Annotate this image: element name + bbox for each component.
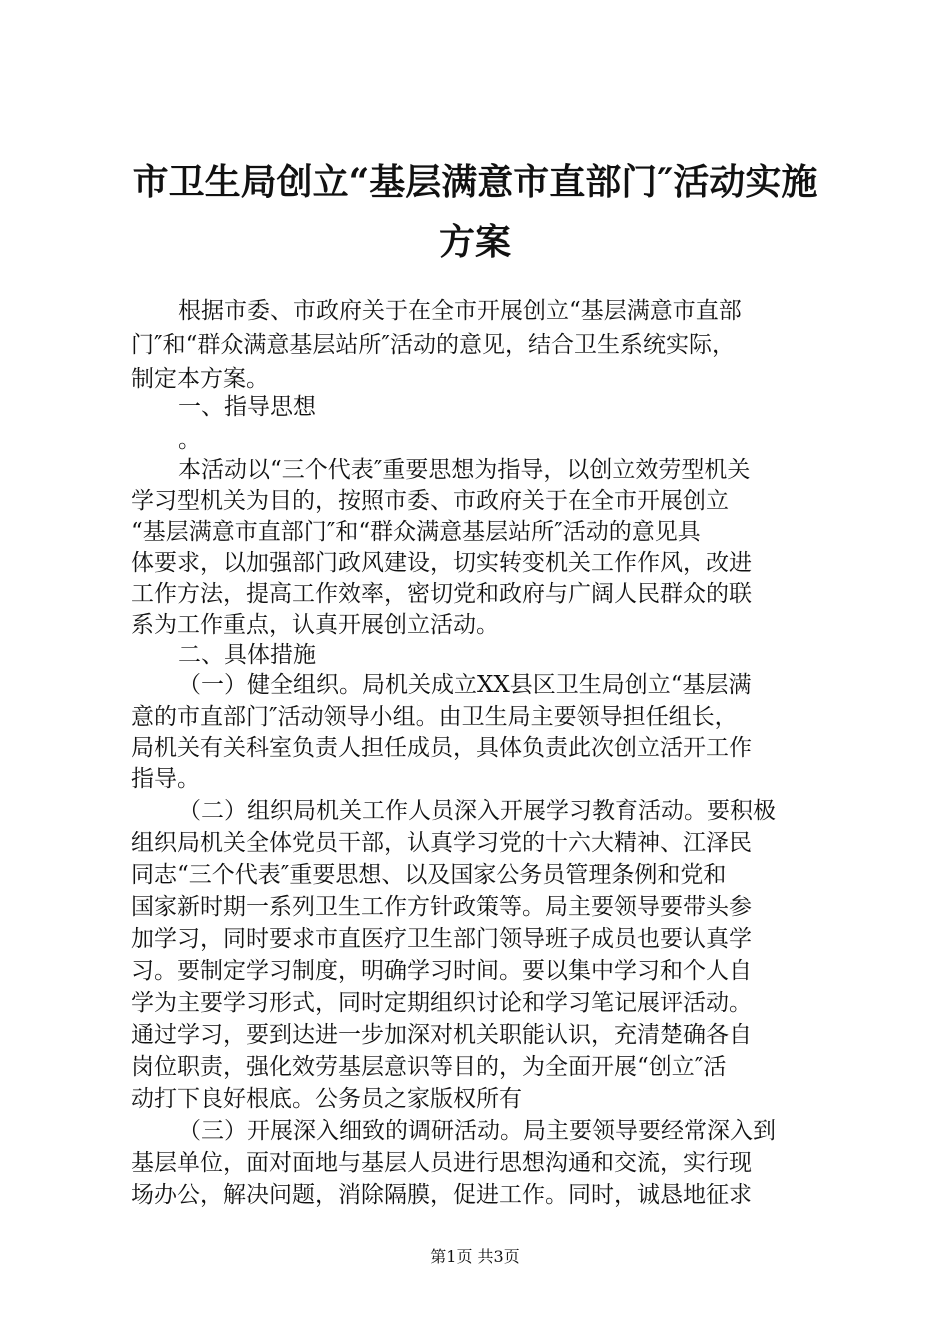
body-line: 通过学习，要到达进一步加深对机关职能认识，充清楚确各自 — [131, 1022, 752, 1048]
body-line: 加学习，同时要求市直医疗卫生部门领导班子成员也要认真学 — [131, 926, 752, 952]
body-line: “基层满意市直部门″和“群众满意基层站所″活动的意见具 — [131, 519, 701, 545]
body-line: 学习型机关为目的，按照市委、市政府关于在全市开展创立 — [131, 488, 729, 514]
body-line: （一）健全组织。局机关成立XX县区卫生局创立“基层满 — [178, 672, 752, 698]
document-title-line-1: 市卫生局创立“基层满意市直部门″活动实施 — [132, 161, 818, 203]
body-line: （二）组织局机关工作人员深入开展学习教育活动。要积极 — [178, 798, 776, 824]
body-line: 同志“三个代表″重要思想、以及国家公务员管理条例和党和 — [131, 862, 727, 888]
body-line: 本活动以“三个代表″重要思想为指导，以创立效劳型机关 — [178, 457, 751, 483]
body-line: 门″和“群众满意基层站所″活动的意见，结合卫生系统实际， — [131, 332, 735, 358]
body-line: 动打下良好根底。公务员之家版权所有 — [131, 1086, 522, 1112]
section-heading: 二、具体措施 — [178, 642, 316, 668]
body-line: 制定本方案。 — [131, 366, 269, 392]
body-line: 指导。 — [131, 766, 200, 792]
body-line: 场办公，解决问题，消除隔膜，促进工作。同时，诚恳地征求 — [131, 1182, 752, 1208]
body-line: 基层单位，面对面地与基层人员进行思想沟通和交流，实行现 — [131, 1150, 752, 1176]
body-line: 国家新时期一系列卫生工作方针政策等。局主要领导要带头参 — [131, 894, 752, 920]
body-line: 工作方法，提高工作效率，密切党和政府与广阔人民群众的联 — [131, 581, 752, 607]
body-line: 根据市委、市政府关于在全市开展创立“基层满意市直部 — [178, 298, 742, 324]
page-footer: 第1页 共3页 — [430, 1247, 520, 1266]
body-line: 组织局机关全体党员干部，认真学习党的十六大精神、江泽民 — [131, 830, 752, 856]
body-line: （三）开展深入细致的调研活动。局主要领导要经常深入到 — [178, 1118, 776, 1144]
body-line: 岗位职责，强化效劳基层意识等目的，为全面开展“创立″活 — [131, 1054, 727, 1080]
body-line: 系为工作重点，认真开展创立活动。 — [131, 612, 499, 638]
section-heading: 一、指导思想 — [178, 394, 316, 420]
body-line: 学为主要学习形式，同时定期组织讨论和学习笔记展评活动。 — [131, 990, 752, 1016]
body-line: 局机关有关科室负责人担任成员，具体负责此次创立活开工作 — [131, 735, 752, 761]
body-line: 。 — [178, 427, 201, 453]
body-line: 意的市直部门″活动领导小组。由卫生局主要领导担任组长， — [131, 704, 738, 730]
body-line: 习。要制定学习制度，明确学习时间。要以集中学习和个人自 — [131, 958, 752, 984]
document-title-line-2: 方案 — [438, 221, 511, 263]
body-line: 体要求，以加强部门政风建设，切实转变机关工作作风，改进 — [131, 550, 752, 576]
